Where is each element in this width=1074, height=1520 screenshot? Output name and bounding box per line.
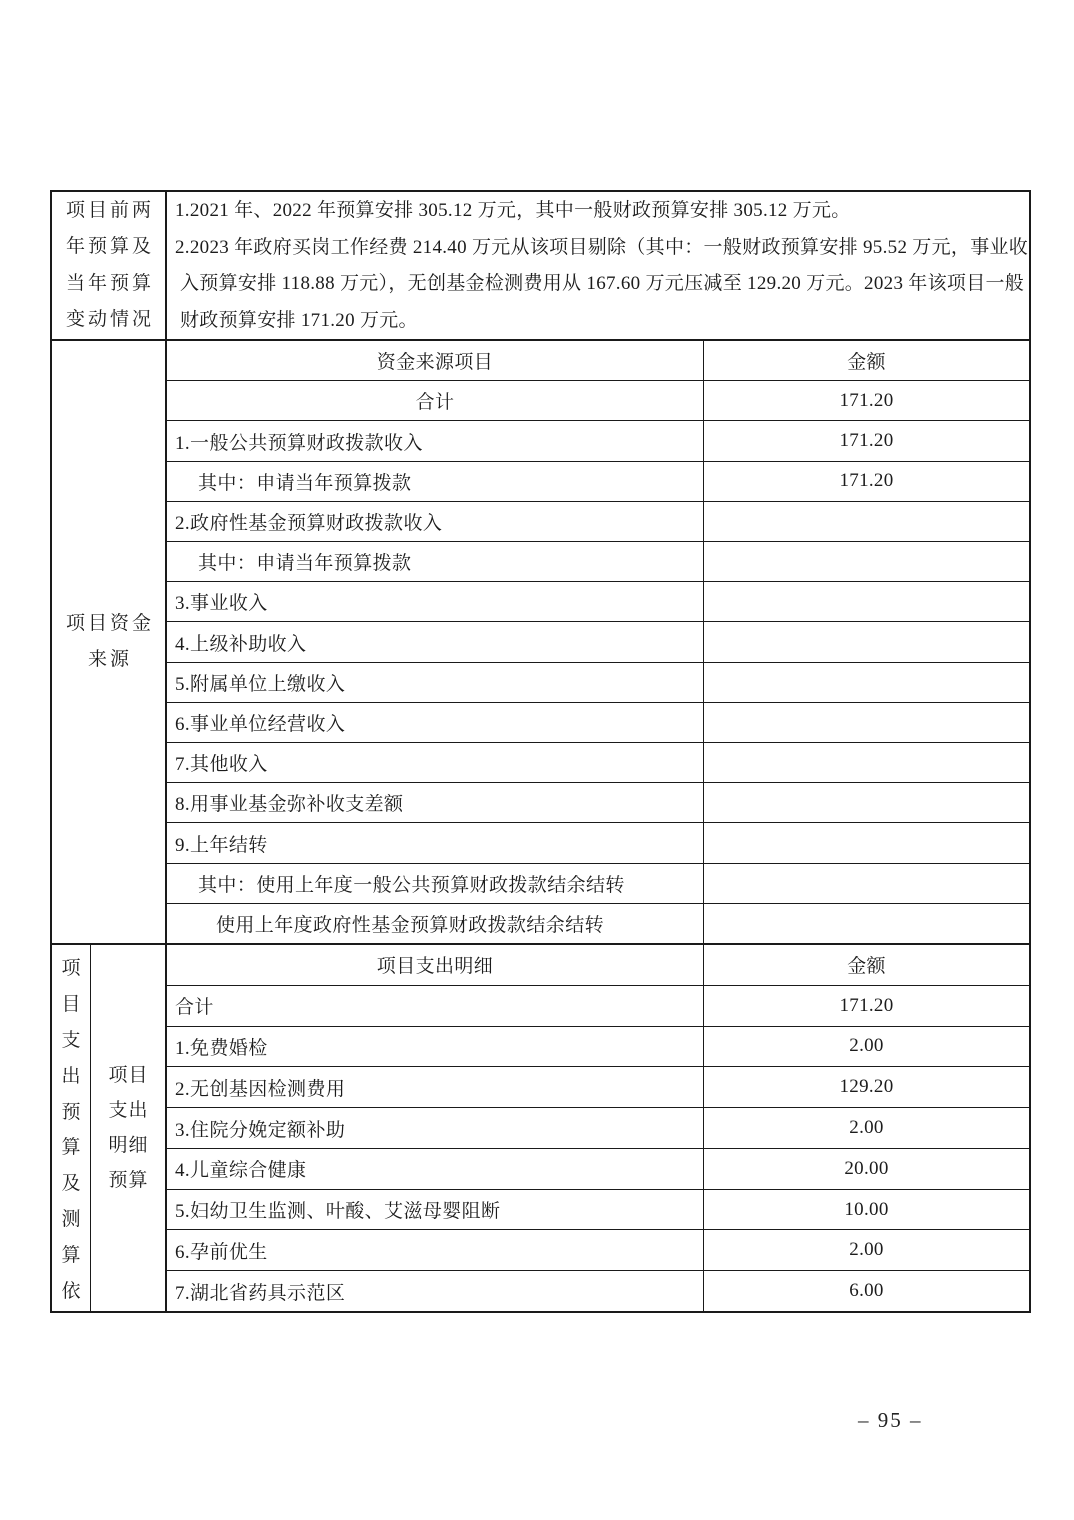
history-text-line: 入预算安排 118.88 万元），无创基金检测费用从 167.60 万元压减至 129.20 万元。2023 年该项目一般 (180, 273, 1025, 294)
funding-item: 其中：申请当年预算拨款 (198, 472, 412, 494)
funding-amount (703, 582, 1029, 621)
history-text-line: 2.2023 年政府买岗工作经费 214.40 万元从该项目剔除（其中：一般财政预算安排 95.52 万元，事业收 (175, 236, 1029, 258)
funding-amount (703, 703, 1029, 742)
outer-label-char: 支 (61, 1029, 81, 1051)
table-row (167, 1107, 1029, 1148)
expenditure-amount: 129.20 (703, 1067, 1029, 1107)
table-row (167, 985, 1029, 1026)
table-row (167, 782, 1029, 822)
funding-amount (703, 783, 1029, 822)
expenditure-item: 7.湖北省药具示范区 (175, 1282, 346, 1304)
expenditure-item: 1.免费婚检 (175, 1037, 268, 1059)
expenditure-outer-label (52, 945, 91, 1311)
expenditure-item: 4.儿童综合健康 (175, 1160, 307, 1182)
funding-amount: 171.20 (703, 462, 1029, 501)
table-row (167, 702, 1029, 742)
outer-label-char: 测 (61, 1208, 81, 1230)
expenditure-header-amount: 金额 (703, 945, 1029, 985)
table-row (167, 380, 1029, 420)
funding-header-row (167, 341, 1029, 380)
expenditure-amount: 2.00 (703, 1108, 1029, 1148)
funding-item: 合计 (415, 392, 455, 414)
funding-amount (703, 542, 1029, 581)
expenditure-amount: 2.00 (703, 1027, 1029, 1067)
section-funding-sources (52, 339, 1029, 943)
funding-rows (167, 341, 1029, 943)
section-expenditure-detail (52, 943, 1029, 1311)
table-row (167, 1148, 1029, 1189)
funding-item: 6.事业单位经营收入 (175, 713, 346, 735)
inner-label-line: 支出 (108, 1100, 149, 1121)
expenditure-item: 3.住院分娩定额补助 (175, 1119, 346, 1141)
inner-label-line: 预算 (108, 1170, 149, 1191)
table-row (167, 1026, 1029, 1067)
outer-label-char: 算 (61, 1137, 81, 1159)
table-row (167, 541, 1029, 581)
funding-item: 2.政府性基金预算财政拨款收入 (175, 512, 443, 534)
section-budget-history (52, 192, 1029, 339)
funding-item: 3.事业收入 (175, 593, 268, 615)
budget-table (50, 190, 1031, 1313)
funding-item: 使用上年度政府性基金预算财政拨款结余结转 (216, 914, 605, 936)
history-label (52, 192, 167, 339)
table-row (167, 1229, 1029, 1270)
funding-amount: 171.20 (703, 421, 1029, 460)
table-row (167, 1270, 1029, 1311)
table-row (167, 903, 1029, 943)
expenditure-header-item: 项目支出明细 (376, 956, 494, 978)
funding-item: 其中：使用上年度一般公共预算财政拨款结余结转 (198, 874, 625, 896)
outer-label-char: 项 (61, 958, 81, 980)
outer-label-char: 目 (61, 994, 81, 1016)
funding-amount (703, 502, 1029, 541)
table-row (167, 420, 1029, 460)
expenditure-amount: 20.00 (703, 1149, 1029, 1189)
funding-item: 5.附属单位上缴收入 (175, 673, 346, 695)
expenditure-header-row (167, 945, 1029, 985)
funding-item: 其中：申请当年预算拨款 (198, 553, 412, 575)
history-label-line: 年预算及 (65, 236, 154, 257)
outer-label-char: 及 (61, 1173, 81, 1195)
table-row (167, 863, 1029, 903)
funding-amount (703, 622, 1029, 661)
table-row (167, 822, 1029, 862)
funding-amount (703, 743, 1029, 782)
table-row (167, 1189, 1029, 1230)
funding-amount (703, 663, 1029, 702)
funding-item: 4.上级补助收入 (175, 633, 307, 655)
table-row (167, 742, 1029, 782)
funding-amount (703, 904, 1029, 943)
outer-label-char: 出 (61, 1065, 81, 1087)
table-row (167, 581, 1029, 621)
funding-item: 7.其他收入 (175, 754, 268, 776)
history-text-line: 1.2021 年、2022 年预算安排 305.12 万元，其中一般财政预算安排 305.12 万元。 (175, 200, 851, 221)
history-label-line: 项目前两 (65, 199, 154, 221)
table-row (167, 662, 1029, 702)
funding-label-line: 来源 (87, 649, 132, 670)
funding-item: 8.用事业基金弥补收支差额 (175, 794, 404, 816)
expenditure-inner-label (91, 945, 167, 1311)
expenditure-amount: 2.00 (703, 1230, 1029, 1270)
expenditure-amount: 6.00 (703, 1271, 1029, 1311)
funding-amount (703, 864, 1029, 903)
table-row (167, 461, 1029, 501)
funding-item: 1.一般公共预算财政拨款收入 (175, 432, 423, 454)
outer-label-char: 预 (61, 1101, 81, 1123)
expenditure-amount: 171.20 (703, 986, 1029, 1026)
expenditure-item: 6.孕前优生 (175, 1241, 268, 1263)
funding-item: 9.上年结转 (175, 834, 268, 856)
expenditure-rows (167, 945, 1029, 1311)
inner-label-line: 明细 (108, 1135, 149, 1156)
expenditure-amount: 10.00 (703, 1190, 1029, 1230)
history-text-line: 财政预算安排 171.20 万元。 (180, 309, 418, 331)
funding-header-item: 资金来源项目 (376, 352, 494, 374)
funding-amount: 171.20 (703, 381, 1029, 420)
history-content (167, 192, 1029, 339)
funding-label-line: 项目资金 (65, 613, 154, 634)
funding-header-amount: 金额 (703, 341, 1029, 380)
page-number: – 95 – (858, 1408, 923, 1432)
expenditure-item: 2.无创基因检测费用 (175, 1078, 346, 1100)
inner-label-line: 项目 (108, 1065, 149, 1086)
outer-label-char: 依 (61, 1280, 81, 1302)
expenditure-item: 5.妇幼卫生监测、叶酸、艾滋母婴阻断 (175, 1201, 501, 1223)
funding-amount (703, 823, 1029, 862)
history-label-line: 变动情况 (65, 309, 154, 330)
table-row (167, 501, 1029, 541)
outer-label-char: 算 (61, 1244, 81, 1266)
expenditure-item: 合计 (175, 997, 214, 1019)
table-row (167, 1066, 1029, 1107)
funding-label (52, 341, 167, 943)
table-row (167, 621, 1029, 661)
history-label-line: 当年预算 (65, 272, 154, 294)
